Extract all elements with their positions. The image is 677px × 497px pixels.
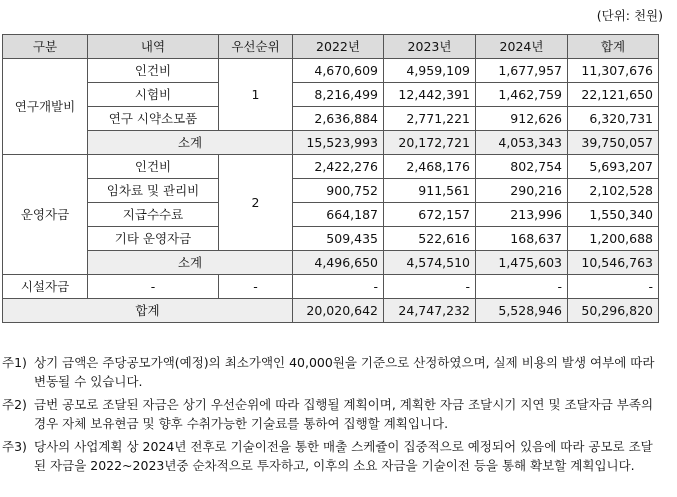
item-cell: 기타 운영자금 [88, 227, 219, 251]
header-cell: 2023년 [384, 35, 476, 59]
footnote [2, 437, 658, 475]
subtotal-label: 소계 [88, 251, 293, 275]
table-row [3, 275, 659, 299]
table-row [3, 227, 659, 251]
value-cell: 1,550,340 [568, 203, 659, 227]
value-cell: 168,637 [476, 227, 568, 251]
value-cell: - [384, 275, 476, 299]
header-row [3, 35, 659, 59]
category-cell: 시설자금 [3, 275, 88, 299]
value-cell: 12,442,391 [384, 83, 476, 107]
value-cell: 4,053,343 [476, 131, 568, 155]
footnote-label: 주1) [2, 355, 27, 370]
value-cell: 39,750,057 [568, 131, 659, 155]
value-cell: 1,200,688 [568, 227, 659, 251]
item-cell: - [88, 275, 219, 299]
value-cell: 22,121,650 [568, 83, 659, 107]
value-cell: 2,468,176 [384, 155, 476, 179]
value-cell: 4,574,510 [384, 251, 476, 275]
subtotal-row [3, 251, 659, 275]
header-cell: 합계 [568, 35, 659, 59]
category-cell: 연구개발비 [3, 59, 88, 155]
item-cell: 인건비 [88, 155, 219, 179]
value-cell: 213,996 [476, 203, 568, 227]
header-cell: 구분 [3, 35, 88, 59]
value-cell: - [293, 275, 384, 299]
value-cell: 2,102,528 [568, 179, 659, 203]
value-cell: 4,496,650 [293, 251, 384, 275]
header-cell: 내역 [88, 35, 219, 59]
footnote-label: 주2) [2, 397, 27, 412]
value-cell: 20,020,642 [293, 299, 384, 323]
value-cell: - [476, 275, 568, 299]
value-cell: 802,754 [476, 155, 568, 179]
value-cell: 11,307,676 [568, 59, 659, 83]
value-cell: 4,670,609 [293, 59, 384, 83]
footnotes [2, 353, 658, 479]
subtotal-row [3, 131, 659, 155]
value-cell: 2,771,221 [384, 107, 476, 131]
fund-usage-table [2, 34, 659, 323]
table-row [3, 179, 659, 203]
header-cell: 우선순위 [219, 35, 293, 59]
grand-total-row [3, 299, 659, 323]
value-cell: 4,959,109 [384, 59, 476, 83]
item-cell: 인건비 [88, 59, 219, 83]
value-cell: 20,172,721 [384, 131, 476, 155]
value-cell: 290,216 [476, 179, 568, 203]
value-cell: 5,693,207 [568, 155, 659, 179]
priority-cell: - [219, 275, 293, 299]
subtotal-label: 소계 [88, 131, 293, 155]
grand-total-label: 합계 [3, 299, 293, 323]
value-cell: 2,422,276 [293, 155, 384, 179]
item-cell: 연구 시약소모품 [88, 107, 219, 131]
value-cell: 1,677,957 [476, 59, 568, 83]
value-cell: 522,616 [384, 227, 476, 251]
value-cell: 1,462,759 [476, 83, 568, 107]
footnote-label: 주3) [2, 439, 27, 454]
value-cell: - [568, 275, 659, 299]
item-cell: 시험비 [88, 83, 219, 107]
item-cell: 임차료 및 관리비 [88, 179, 219, 203]
table-row [3, 83, 659, 107]
priority-cell: 1 [219, 59, 293, 131]
value-cell: 8,216,499 [293, 83, 384, 107]
value-cell: 5,528,946 [476, 299, 568, 323]
item-cell: 지급수수료 [88, 203, 219, 227]
table-row [3, 107, 659, 131]
header-cell: 2024년 [476, 35, 568, 59]
value-cell: 10,546,763 [568, 251, 659, 275]
header-cell: 2022년 [293, 35, 384, 59]
value-cell: 509,435 [293, 227, 384, 251]
value-cell: 900,752 [293, 179, 384, 203]
value-cell: 15,523,993 [293, 131, 384, 155]
table-row [3, 59, 659, 83]
value-cell: 672,157 [384, 203, 476, 227]
footnote-text: 당사의 사업계획 상 2024년 전후로 기술이전을 통한 매출 스케쥴이 집중적으로 예정되어 있음에 따라 공모로 조달된 자금을 2022~2023년중 순차적으로 투자하고, 이후의 소요 자금을 기술이전 등을 통해 확보할 계획입니다. [34, 439, 653, 473]
footnote [2, 353, 658, 391]
value-cell: 2,636,884 [293, 107, 384, 131]
table-row [3, 155, 659, 179]
value-cell: 912,626 [476, 107, 568, 131]
value-cell: 24,747,232 [384, 299, 476, 323]
footnote-text: 상기 금액은 주당공모가액(예정)의 최소가액인 40,000원을 기준으로 산정하였으며, 실제 비용의 발생 여부에 따라 변동될 수 있습니다. [34, 355, 655, 389]
category-cell: 운영자금 [3, 155, 88, 275]
priority-cell: 2 [219, 155, 293, 251]
value-cell: 6,320,731 [568, 107, 659, 131]
value-cell: 911,561 [384, 179, 476, 203]
value-cell: 1,475,603 [476, 251, 568, 275]
footnote-text: 금번 공모로 조달된 자금은 상기 우선순위에 따라 집행될 계획이며, 계획한 자금 조달시기 지연 및 조달자금 부족의 경우 자체 보유현금 및 향후 수취가능한 기술료를 통하여 집행할 계획입니다. [34, 397, 654, 431]
value-cell: 50,296,820 [568, 299, 659, 323]
unit-label: (단위: 천원) [596, 8, 663, 23]
value-cell: 664,187 [293, 203, 384, 227]
table-row [3, 203, 659, 227]
footnote [2, 395, 658, 433]
